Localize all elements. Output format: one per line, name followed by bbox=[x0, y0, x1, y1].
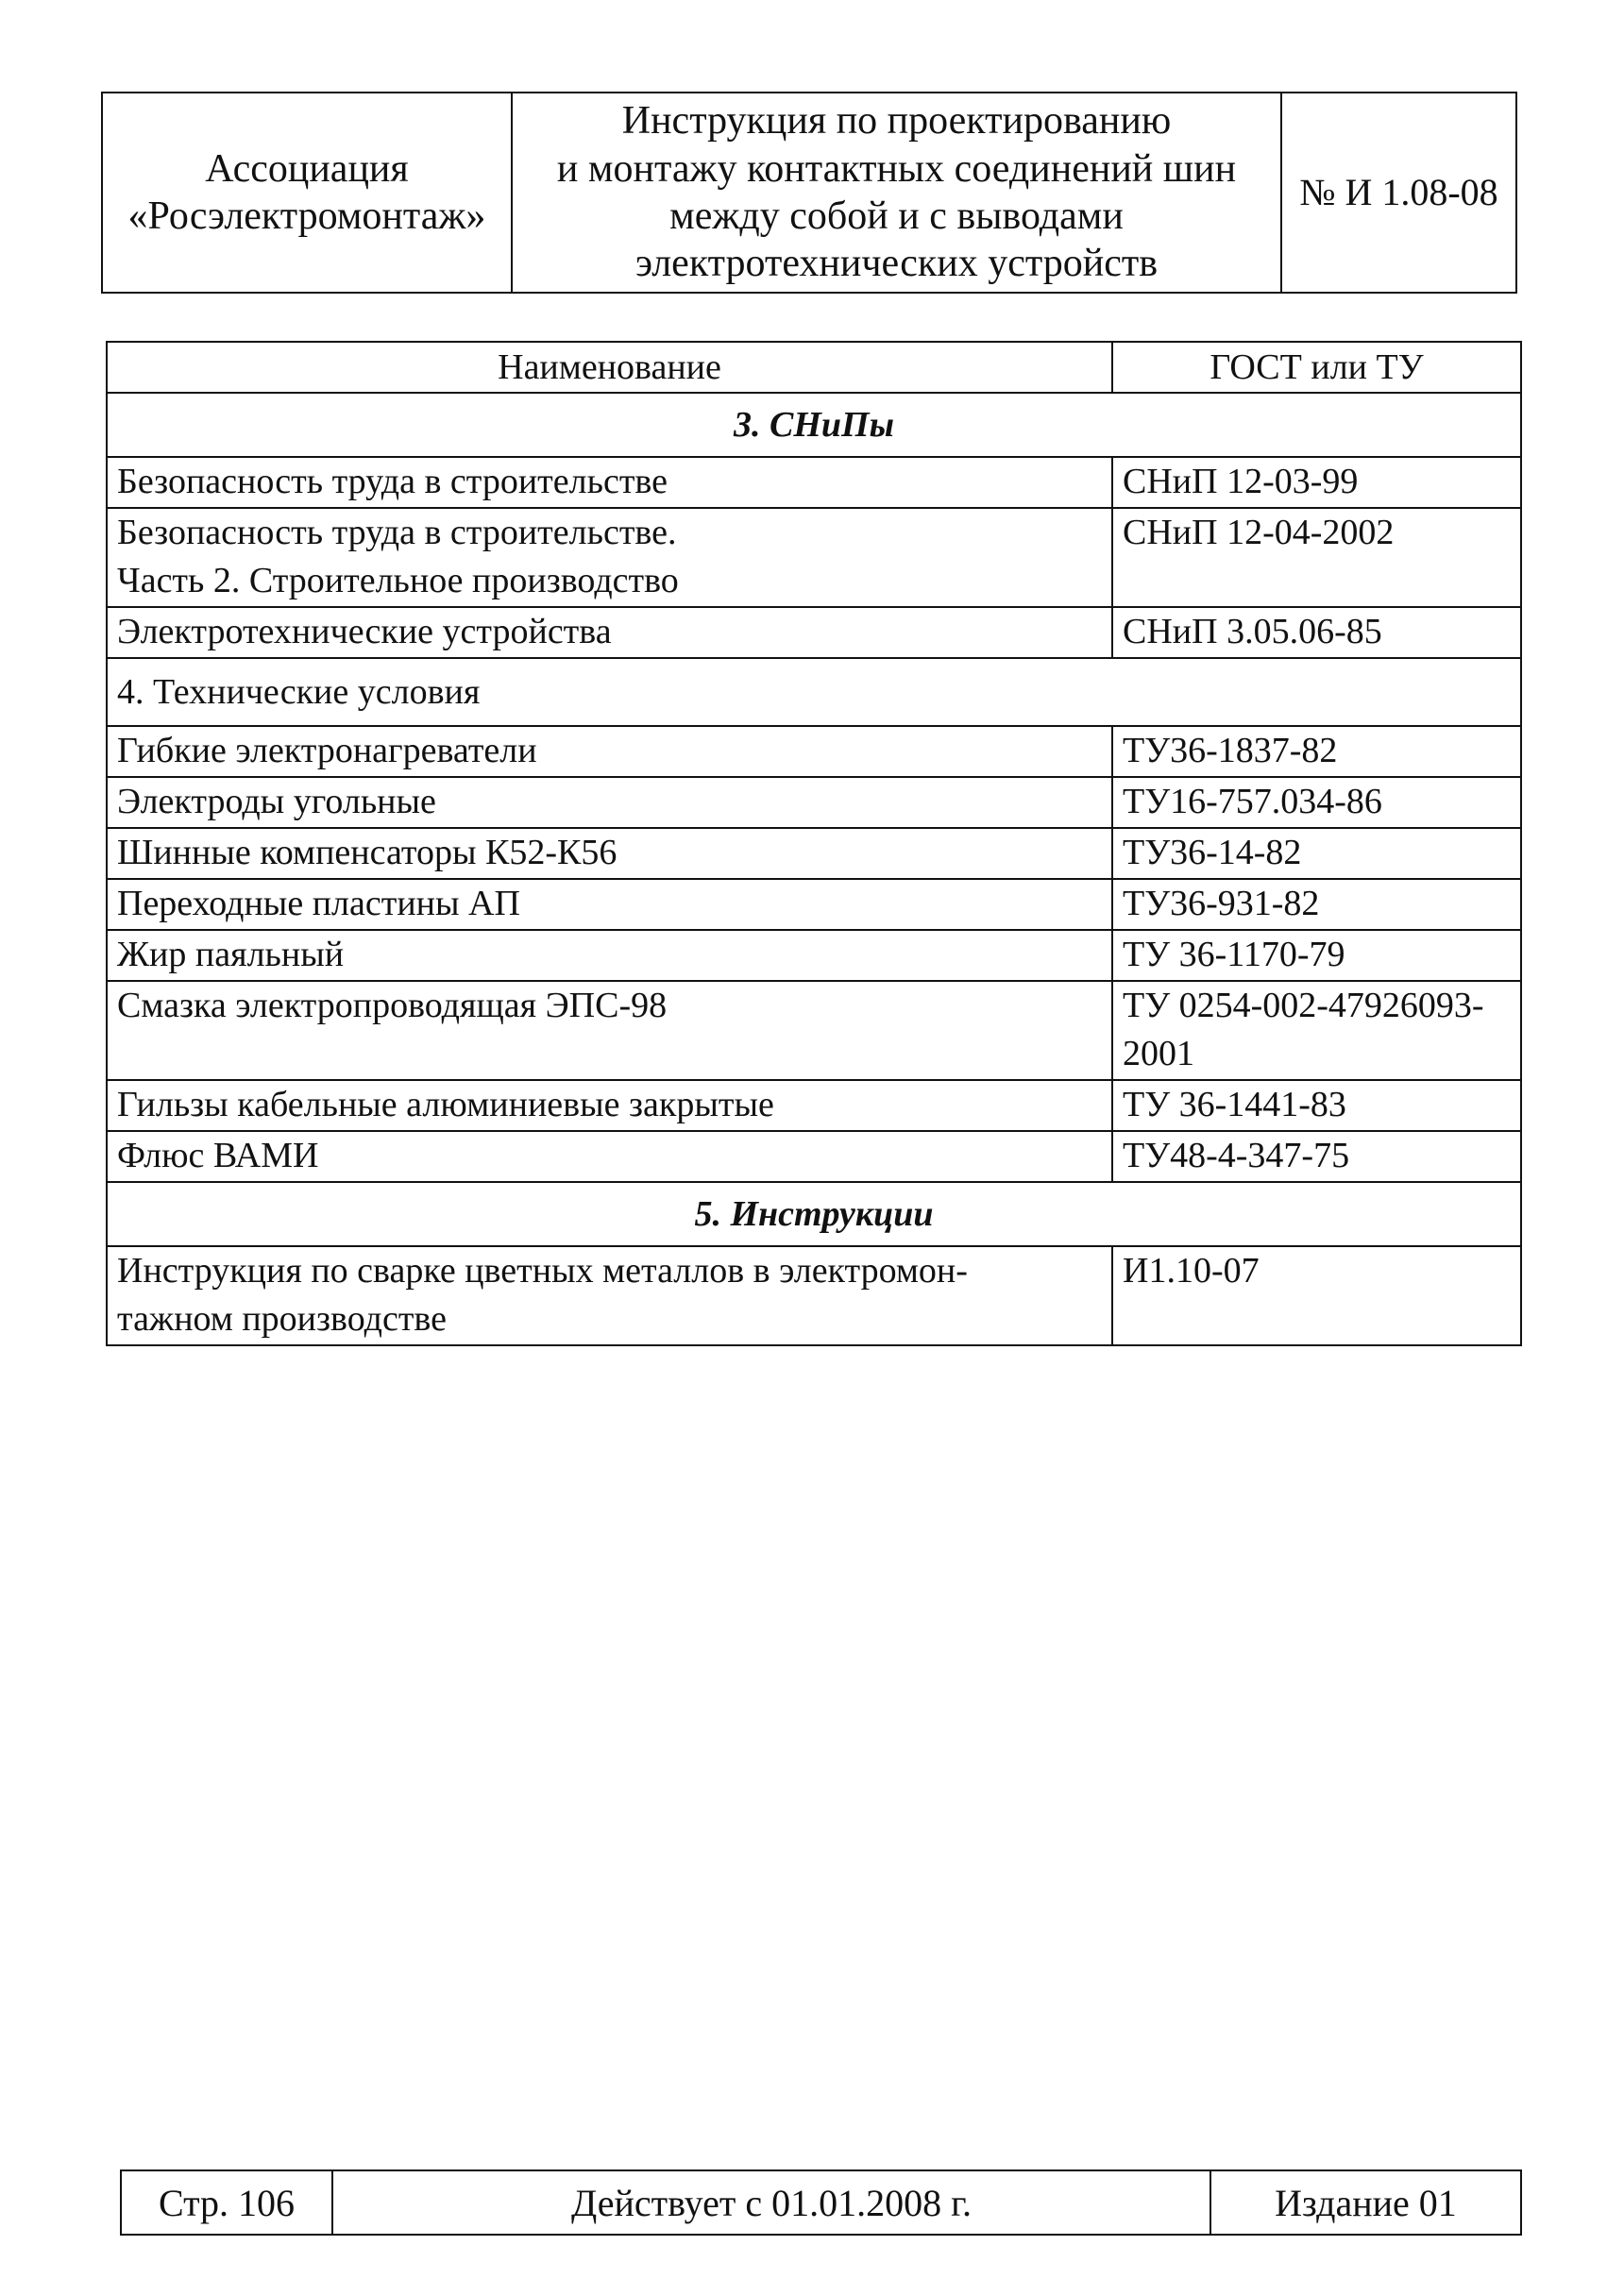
standard-line: ТУ 36-1441-83 bbox=[1123, 1085, 1346, 1124]
effective-date: Действует с 01.01.2008 г. bbox=[332, 2170, 1210, 2235]
standard-cell bbox=[1112, 1246, 1521, 1345]
item-name-line: тажном производстве bbox=[117, 1298, 448, 1339]
section-row bbox=[107, 393, 1521, 457]
standard-line: ТУ 0254-002-47926093- bbox=[1123, 986, 1484, 1025]
item-name-line: Инструкция по сварке цветных металлов в электромон- bbox=[117, 1251, 968, 1291]
document-number: № И 1.08-08 bbox=[1281, 93, 1516, 293]
standard-cell bbox=[1112, 607, 1521, 658]
standard-line: И1.10-07 bbox=[1123, 1251, 1260, 1291]
section-row bbox=[107, 658, 1521, 726]
section-title: 3. СНиПы bbox=[107, 393, 1521, 457]
standard-cell bbox=[1112, 777, 1521, 828]
table-row bbox=[107, 879, 1521, 930]
organization-name bbox=[102, 93, 512, 293]
item-name-line: Шинные компенсаторы К52-К56 bbox=[117, 833, 617, 872]
section-title: 5. Инструкции bbox=[107, 1182, 1521, 1246]
item-name-cell bbox=[107, 457, 1112, 508]
section-title: 4. Технические условия bbox=[107, 658, 1521, 726]
standard-cell bbox=[1112, 1080, 1521, 1131]
table-row bbox=[107, 777, 1521, 828]
item-name-cell bbox=[107, 726, 1112, 777]
item-name-cell bbox=[107, 1246, 1112, 1345]
standard-cell bbox=[1112, 508, 1521, 607]
item-name-line: Флюс ВАМИ bbox=[117, 1136, 319, 1175]
standard-line: ТУ36-1837-82 bbox=[1123, 731, 1338, 770]
table-row bbox=[107, 607, 1521, 658]
standard-line: СНиП 3.05.06-85 bbox=[1123, 612, 1382, 651]
item-name-cell bbox=[107, 508, 1112, 607]
standard-cell bbox=[1112, 879, 1521, 930]
standard-cell bbox=[1112, 930, 1521, 981]
standard-cell bbox=[1112, 981, 1521, 1080]
organization-line: Ассоциация bbox=[205, 146, 409, 191]
item-name-cell bbox=[107, 828, 1112, 879]
table-row bbox=[107, 1131, 1521, 1182]
title-line: между собой и с выводами bbox=[669, 194, 1124, 238]
table-row bbox=[107, 726, 1521, 777]
table-row bbox=[107, 828, 1521, 879]
standard-line: ТУ16-757.034-86 bbox=[1123, 782, 1382, 821]
page-footer bbox=[120, 2169, 1522, 2236]
item-name-line: Переходные пластины АП bbox=[117, 884, 520, 923]
title-line: Инструкция по проектированию bbox=[621, 99, 1172, 144]
table-row bbox=[107, 981, 1521, 1080]
item-name-line: Электротехнические устройства bbox=[117, 612, 612, 651]
standard-line: СНиП 12-03-99 bbox=[1123, 462, 1359, 501]
item-name-line: Часть 2. Строительное производство bbox=[117, 560, 679, 600]
standards-table bbox=[106, 341, 1522, 1346]
standard-line: ТУ 36-1170-79 bbox=[1123, 935, 1345, 974]
section-row bbox=[107, 1182, 1521, 1246]
organization-line: «Росэлектромонтаж» bbox=[127, 194, 486, 238]
standard-line: ТУ48-4-347-75 bbox=[1123, 1136, 1350, 1175]
table-header-row bbox=[107, 342, 1521, 393]
standard-line: СНиП 12-04-2002 bbox=[1123, 513, 1395, 552]
table-row bbox=[107, 1246, 1521, 1345]
title-line: электротехнических устройств bbox=[634, 242, 1159, 286]
standard-cell bbox=[1112, 1131, 1521, 1182]
table-row bbox=[107, 930, 1521, 981]
item-name-line: Электроды угольные bbox=[117, 782, 436, 821]
item-name-cell bbox=[107, 981, 1112, 1080]
item-name-cell bbox=[107, 1131, 1112, 1182]
item-name-line: Смазка электропроводящая ЭПС-98 bbox=[117, 986, 668, 1025]
edition-label: Издание 01 bbox=[1210, 2170, 1521, 2235]
item-name-line: Безопасность труда в строительстве bbox=[117, 462, 668, 501]
column-header-name: Наименование bbox=[107, 342, 1112, 393]
item-name-line: Безопасность труда в строительстве. bbox=[117, 513, 677, 552]
standard-line: ТУ36-931-82 bbox=[1123, 884, 1320, 923]
column-header-standard: ГОСТ или ТУ bbox=[1112, 342, 1521, 393]
document-title bbox=[512, 93, 1281, 293]
item-name-cell bbox=[107, 930, 1112, 981]
item-name-cell bbox=[107, 777, 1112, 828]
item-name-line: Гильзы кабельные алюминиевые закрытые bbox=[117, 1085, 774, 1124]
item-name-cell bbox=[107, 1080, 1112, 1131]
standard-cell bbox=[1112, 828, 1521, 879]
item-name-line: Жир паяльный bbox=[117, 935, 345, 974]
title-line: и монтажу контактных соединений шин bbox=[556, 146, 1237, 191]
item-name-cell bbox=[107, 879, 1112, 930]
document-header bbox=[101, 92, 1517, 294]
standard-cell bbox=[1112, 457, 1521, 508]
item-name-line: Гибкие электронагреватели bbox=[117, 731, 537, 770]
standard-line: ТУ36-14-82 bbox=[1123, 833, 1302, 872]
table-row bbox=[107, 457, 1521, 508]
page-number: Стр. 106 bbox=[121, 2170, 332, 2235]
table-row bbox=[107, 508, 1521, 607]
table-row bbox=[107, 1080, 1521, 1131]
standard-line: 2001 bbox=[1123, 1033, 1194, 1073]
standard-cell bbox=[1112, 726, 1521, 777]
item-name-cell bbox=[107, 607, 1112, 658]
